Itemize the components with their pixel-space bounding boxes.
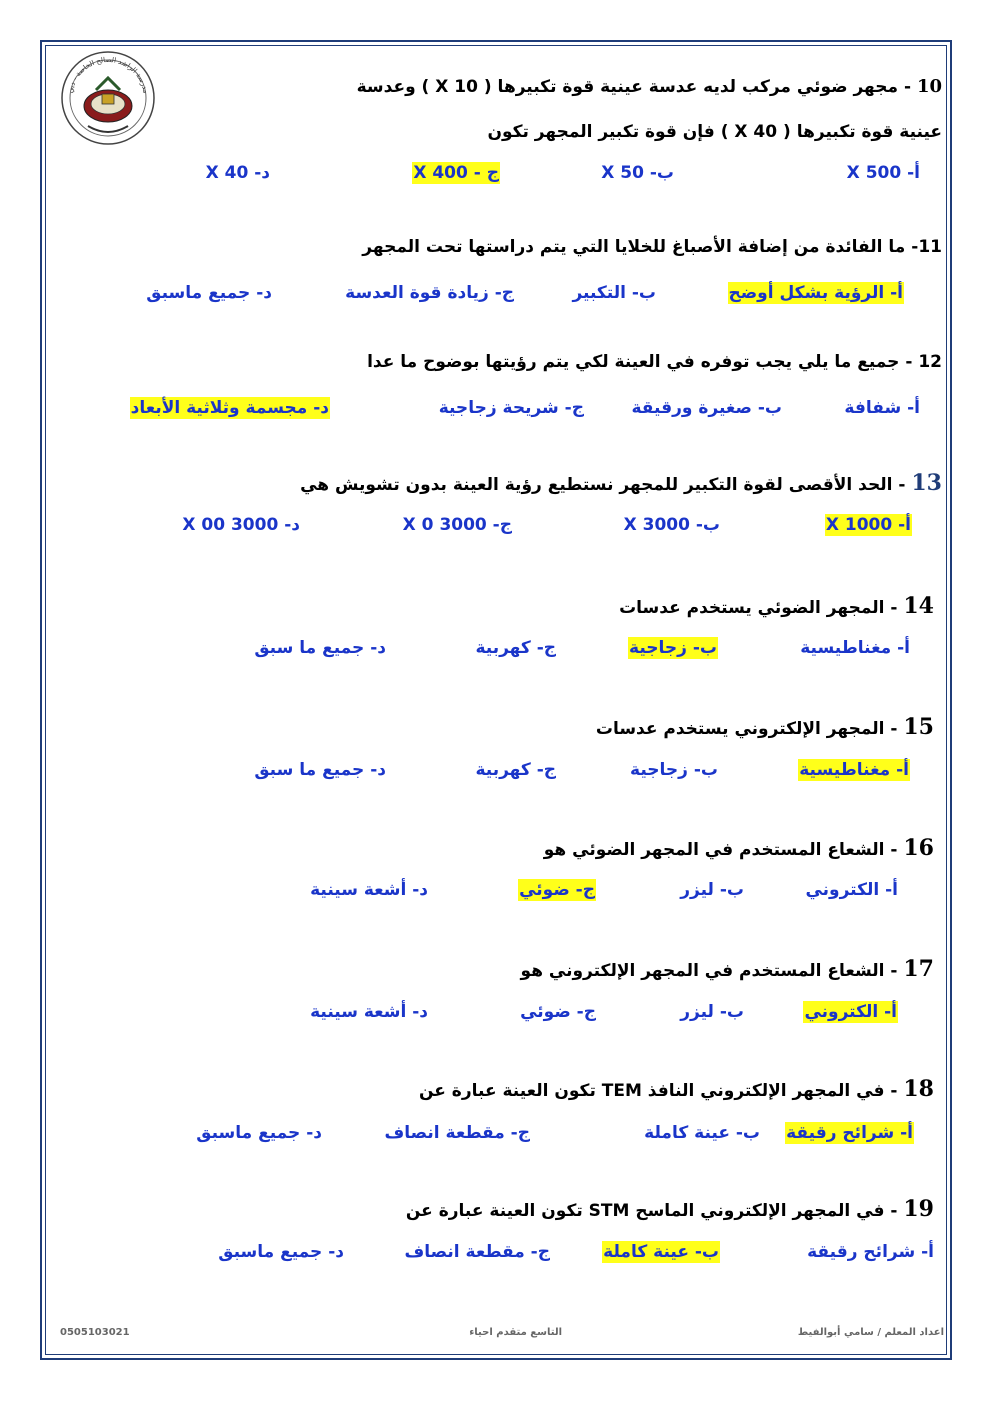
question-19 <box>406 1196 934 1222</box>
question-prefix: - <box>890 961 898 981</box>
q19-option-a: أ- شرائح رقيقة <box>807 1242 934 1262</box>
question-text: الشعاع المستخدم في المجهر الضوئي هو <box>543 840 885 860</box>
question-number: 12 <box>918 352 942 372</box>
question-number: 19 <box>903 1196 934 1222</box>
question-number: 13 <box>911 470 942 496</box>
q17-option-b: ب- ليزر <box>680 1002 744 1022</box>
question-prefix: - <box>890 719 898 739</box>
question-17 <box>521 956 934 982</box>
question-prefix: - <box>905 352 913 372</box>
q14-option-c: ج- كهربية <box>475 638 556 658</box>
question-15 <box>596 714 934 740</box>
q15-option-d: د- جميع ما سبق <box>254 760 386 780</box>
q11-option-a-answer <box>728 283 905 303</box>
question-number: 10 <box>916 76 942 97</box>
answer-highlight: أ- مغناطيسية <box>799 760 909 780</box>
answer-highlight: أ- الكتروني <box>804 1002 897 1022</box>
q13-option-b: ب- 3000 X <box>623 515 720 535</box>
q16-option-b: ب- ليزر <box>680 880 744 900</box>
question-number: 16 <box>903 835 934 861</box>
question-number: 15 <box>903 714 934 740</box>
footer-phone: 0505103021 <box>60 1327 130 1338</box>
question-text: في المجهر الإلكتروني النافذ TEM تكون العينة عبارة عن <box>418 1081 885 1101</box>
q16-option-a: أ- الكتروني <box>805 880 898 900</box>
q11-option-c: ج- زيادة قوة العدسة <box>345 283 514 303</box>
logo-text: مدرسة الراشد الصالح الخاصة - دبي <box>66 55 150 94</box>
q16-option-d: د- أشعة سينية <box>310 880 428 900</box>
q19-option-c: ج- مقطعة انصاف <box>404 1242 550 1262</box>
answer-highlight: ب- عينة كاملة <box>603 1242 719 1262</box>
question-number: 18 <box>903 1076 934 1102</box>
question-prefix: - <box>890 840 898 860</box>
question-text: المجهر الضوئي يستخدم عدسات <box>619 598 885 618</box>
q15-option-b: ب- زجاجية <box>630 760 718 780</box>
q16-option-c-answer <box>518 880 596 900</box>
q13-option-a-answer <box>825 515 912 535</box>
q12-option-c: ج- شريحة زجاجية <box>438 398 584 418</box>
question-14 <box>619 593 934 619</box>
answer-highlight: أ- 1000 X <box>825 515 911 535</box>
q14-option-b-answer <box>628 638 718 658</box>
answer-highlight: ج- ضوئي <box>519 880 595 900</box>
footer-author: اعداد المعلم / سامي أبوالفيط <box>797 1327 944 1338</box>
q19-option-d: د- جميع ماسبق <box>218 1242 344 1262</box>
q10-option-a: أ- 500 X <box>846 163 920 183</box>
q12-option-d-answer: د- مجسمة وثلاثية الأبعاد <box>130 398 329 418</box>
question-number: 14 <box>903 593 934 619</box>
q13-option-d: د- 3000 00 X <box>182 515 300 535</box>
q18-option-a-answer <box>785 1123 914 1143</box>
question-18 <box>419 1076 934 1102</box>
q10-option-c-answer: ج - 400 X <box>413 163 499 183</box>
q11-option-b: ب- التكبير <box>572 283 656 303</box>
q12-option-a: أ- شفافة <box>844 398 920 418</box>
question-text: ما الفائدة من إضافة الأصباغ للخلايا التي يتم دراستها تحت المجهر <box>362 237 906 257</box>
answer-highlight: أ- شرائح رقيقة <box>786 1123 913 1143</box>
question-10-line1 <box>357 76 942 97</box>
question-text: في المجهر الإلكتروني الماسح STM تكون العينة عبارة عن <box>405 1201 885 1221</box>
question-prefix: - <box>890 1081 898 1101</box>
question-text: الشعاع المستخدم في المجهر الإلكتروني هو <box>520 961 885 981</box>
answer-highlight: ب- زجاجية <box>629 638 717 658</box>
q14-option-a: أ- مغناطيسية <box>800 638 910 658</box>
q14-option-d: د- جميع ما سبق <box>254 638 386 658</box>
q11-option-d: د- جميع ماسبق <box>146 283 272 303</box>
q12-option-b: ب- صغيرة ورقيقة <box>631 398 782 418</box>
q18-option-c: ج- مقطعة انصاف <box>384 1123 530 1143</box>
question-12 <box>367 352 942 372</box>
question-11 <box>362 237 942 257</box>
question-prefix: - <box>911 237 919 257</box>
question-prefix: - <box>890 1201 898 1221</box>
q18-option-b: ب- عينة كاملة <box>644 1123 760 1143</box>
q19-option-b-answer <box>602 1242 720 1262</box>
q18-option-d: د- جميع ماسبق <box>196 1123 322 1143</box>
question-number: 11 <box>918 237 942 257</box>
q10-option-b: ب- 50 X <box>601 163 674 183</box>
q15-option-a-answer <box>798 760 910 780</box>
question-prefix: - <box>903 77 912 97</box>
question-text: جميع ما يلي يجب توفره في العينة لكي يتم رؤيتها بوضوح ما عدا <box>367 352 900 372</box>
q17-option-d: د- أشعة سينية <box>310 1002 428 1022</box>
question-16 <box>544 835 934 861</box>
question-prefix: - <box>898 475 906 495</box>
q17-option-a-answer <box>803 1002 898 1022</box>
question-text: الحد الأقصى لقوة التكبير للمجهر نستطيع رؤية العينة بدون تشويش هي <box>300 475 893 495</box>
question-10-line2: عينية قوة تكبيرها ( 40 X ) فإن قوة تكبير المجهر تكون <box>487 122 942 142</box>
school-logo <box>58 48 158 148</box>
question-text: مجهر ضوئي مركب لديه عدسة عينية قوة تكبيرها ( 10 X ) وعدسة <box>356 77 899 97</box>
question-prefix: - <box>890 598 898 618</box>
question-number: 17 <box>903 956 934 982</box>
footer-class: التاسع متقدم احياء <box>469 1327 562 1338</box>
q15-option-c: ج- كهربية <box>475 760 556 780</box>
question-text: المجهر الإلكتروني يستخدم عدسات <box>595 719 885 739</box>
answer-highlight: أ- الرؤية بشكل أوضح <box>728 283 903 303</box>
q13-option-c: ج- 3000 0 X <box>402 515 512 535</box>
q17-option-c: ج- ضوئي <box>520 1002 596 1022</box>
question-13 <box>300 470 942 496</box>
q10-option-d: د- 40 X <box>205 163 270 183</box>
